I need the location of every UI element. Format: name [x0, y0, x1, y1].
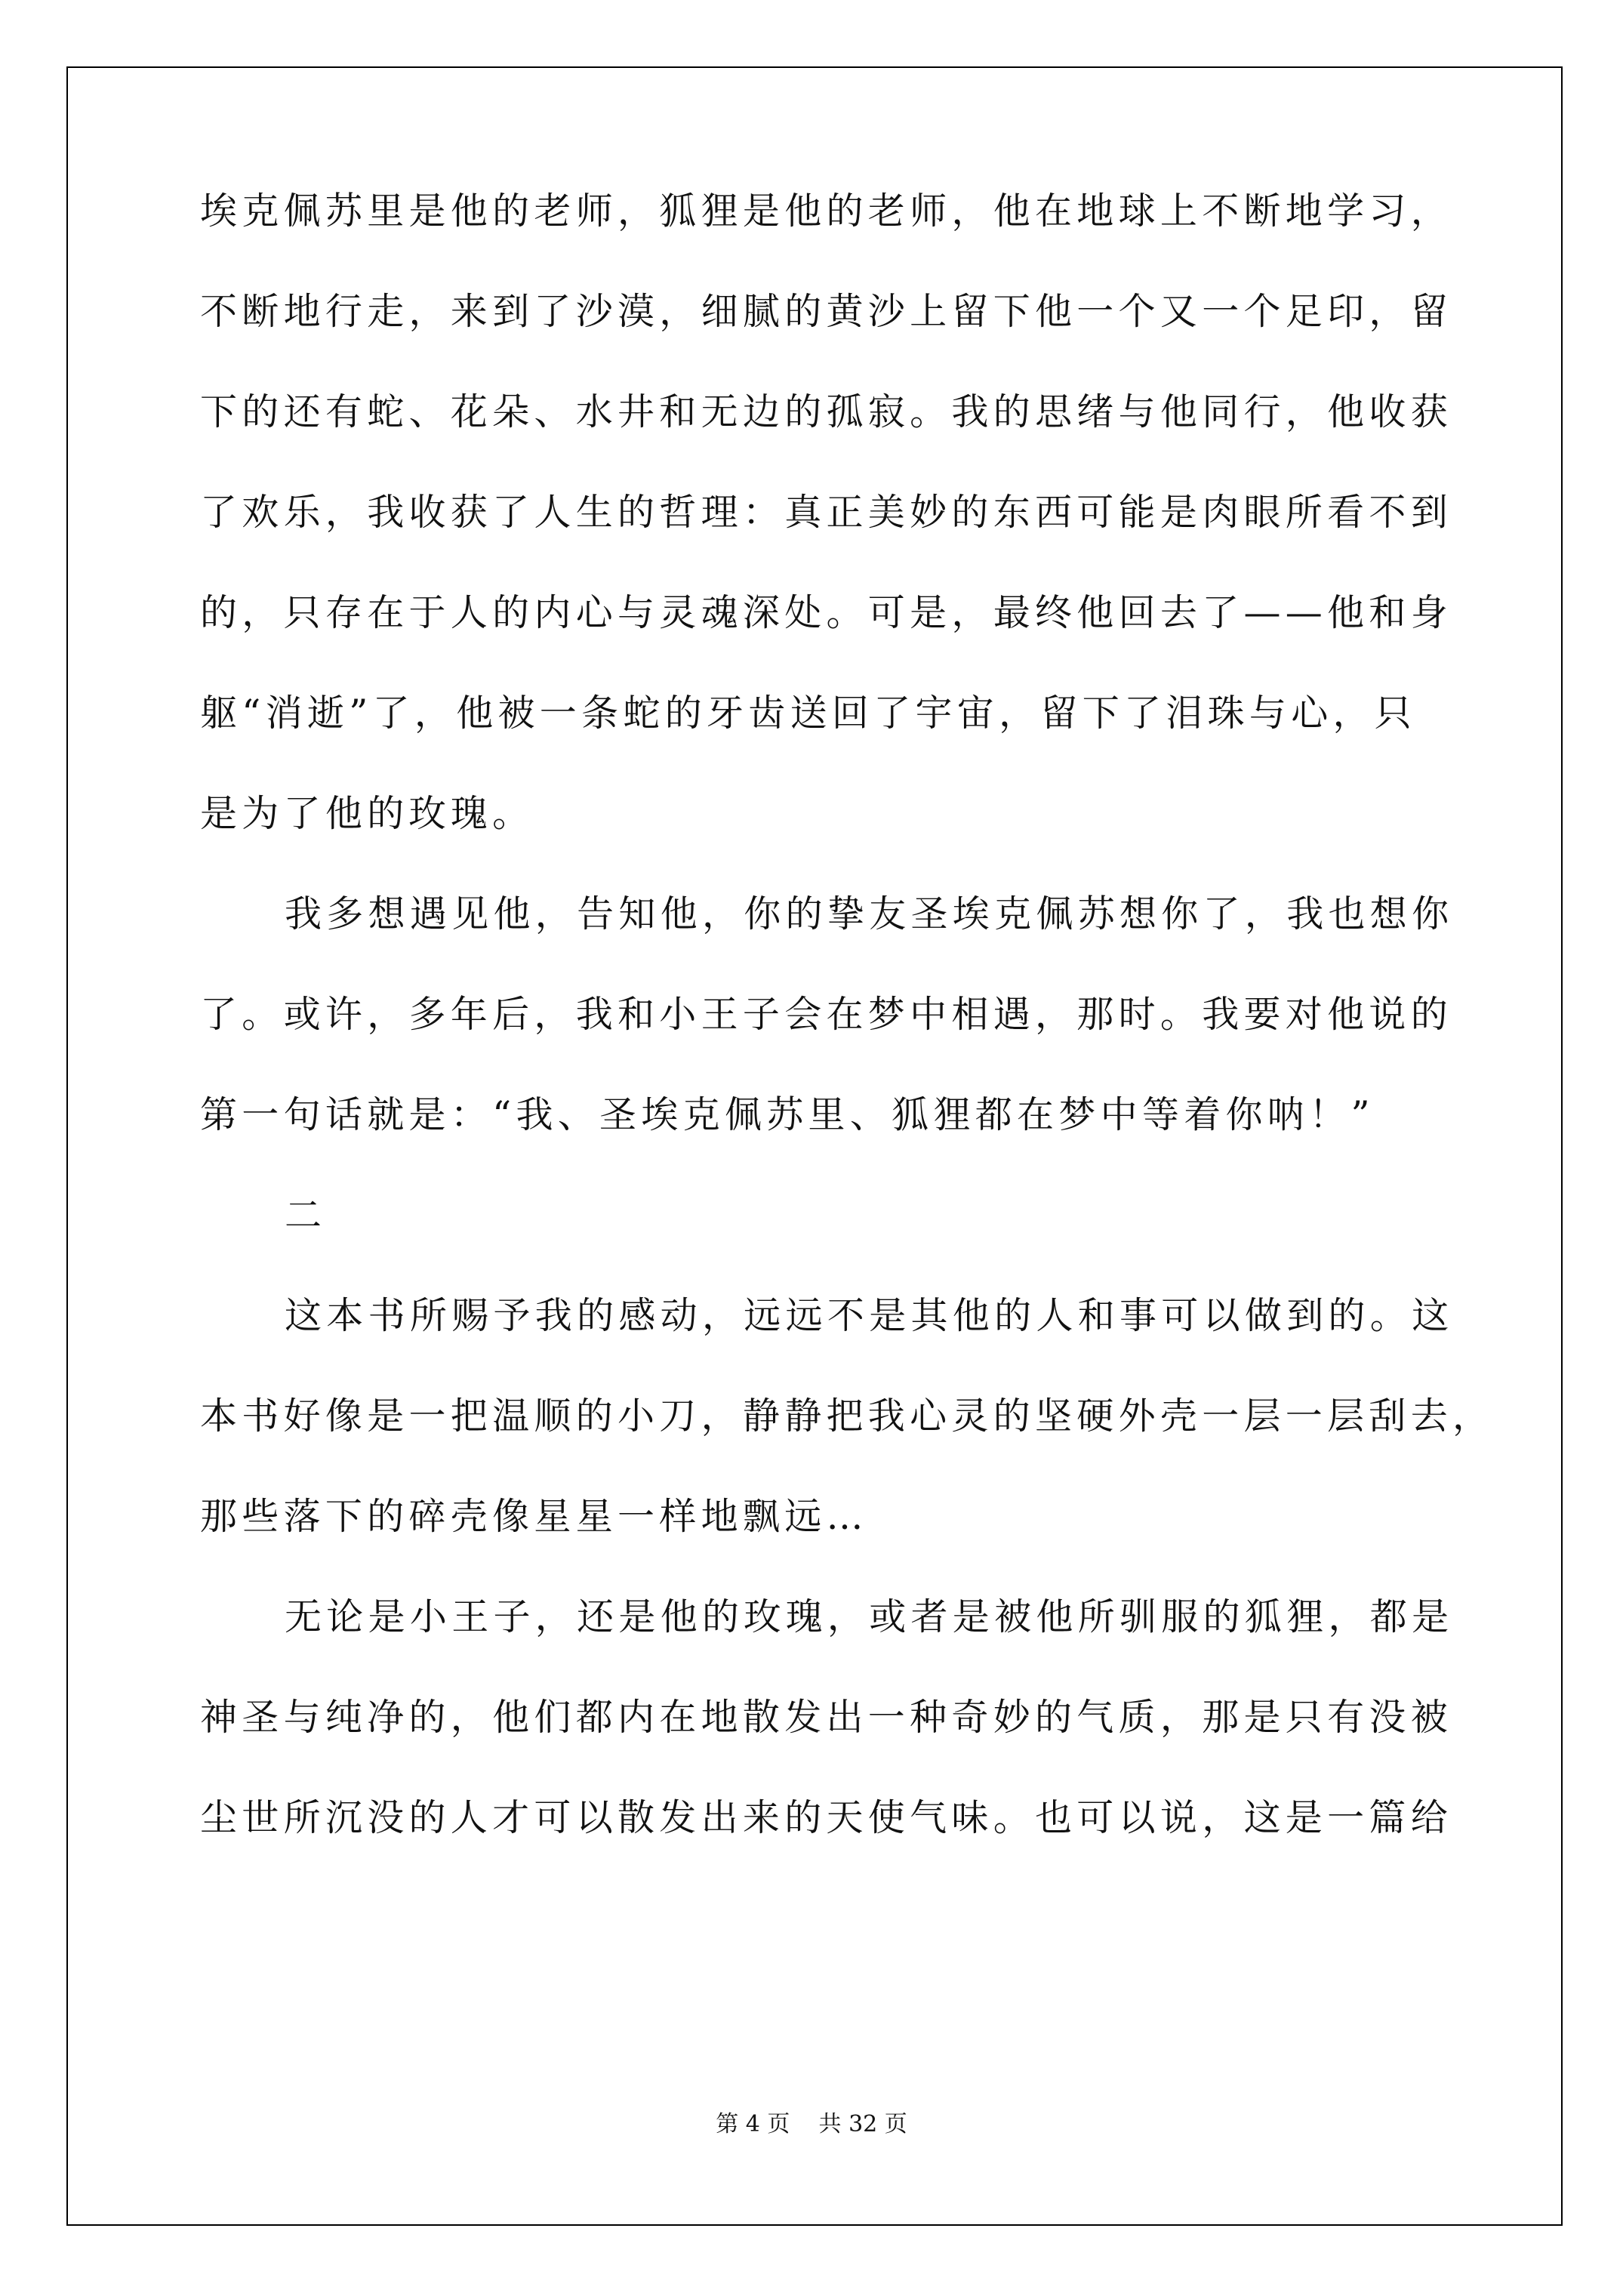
text-line: 埃克佩苏里是他的老师，狐狸是他的老师，他在地球上不断地学习， [200, 190, 1453, 233]
text-line: 无论是小王子，还是他的玫瑰，或者是被他所驯服的狐狸，都是 [285, 1595, 1454, 1638]
text-line: 了。或许，多年后，我和小王子会在梦中相遇，那时。我要对他说的 [200, 993, 1453, 1036]
text-line: 那些落下的碎壳像星星一样地飘远… [200, 1495, 868, 1538]
text-line: 我多想遇见他，告知他，你的挚友圣埃克佩苏想你了，我也想你 [285, 892, 1454, 935]
text-line: 躯“消逝”了，他被一条蛇的牙齿送回了宇宙，留下了泪珠与心，只 [200, 692, 1417, 735]
text-line: 不断地行走，来到了沙漠，细腻的黄沙上留下他一个又一个足印，留 [200, 290, 1453, 333]
page-number: 第 4 页 [716, 2111, 790, 2137]
text-line: 了欢乐，我收获了人生的哲理：真正美妙的东西可能是肉眼所看不到 [200, 491, 1453, 534]
text-line: 神圣与纯净的，他们都内在地散发出一种奇妙的气质，那是只有没被 [200, 1696, 1453, 1739]
page-footer [0, 2105, 1623, 2138]
text-line: 是为了他的玫瑰。 [200, 792, 534, 835]
text-line: 这本书所赐予我的感动，远远不是其他的人和事可以做到的。这 [285, 1294, 1454, 1337]
text-line: 下的还有蛇、花朵、水井和无边的孤寂。我的思绪与他同行，他收获 [200, 390, 1453, 433]
text-line: 尘世所沉没的人才可以散发出来的天使气味。也可以说，这是一篇给 [200, 1796, 1453, 1839]
text-line: 的，只存在于人的内心与灵魂深处。可是，最终他回去了——他和身 [200, 591, 1453, 634]
text-line: 本书好像是一把温顺的小刀，静静把我心灵的坚硬外壳一层一层刮去， [200, 1395, 1495, 1438]
page-total: 共 32 页 [818, 2111, 907, 2137]
text-line: 第一句话就是：“我、圣埃克佩苏里、狐狸都在梦中等着你呐！” [200, 1093, 1375, 1136]
section-heading: 二 [285, 1194, 327, 1237]
